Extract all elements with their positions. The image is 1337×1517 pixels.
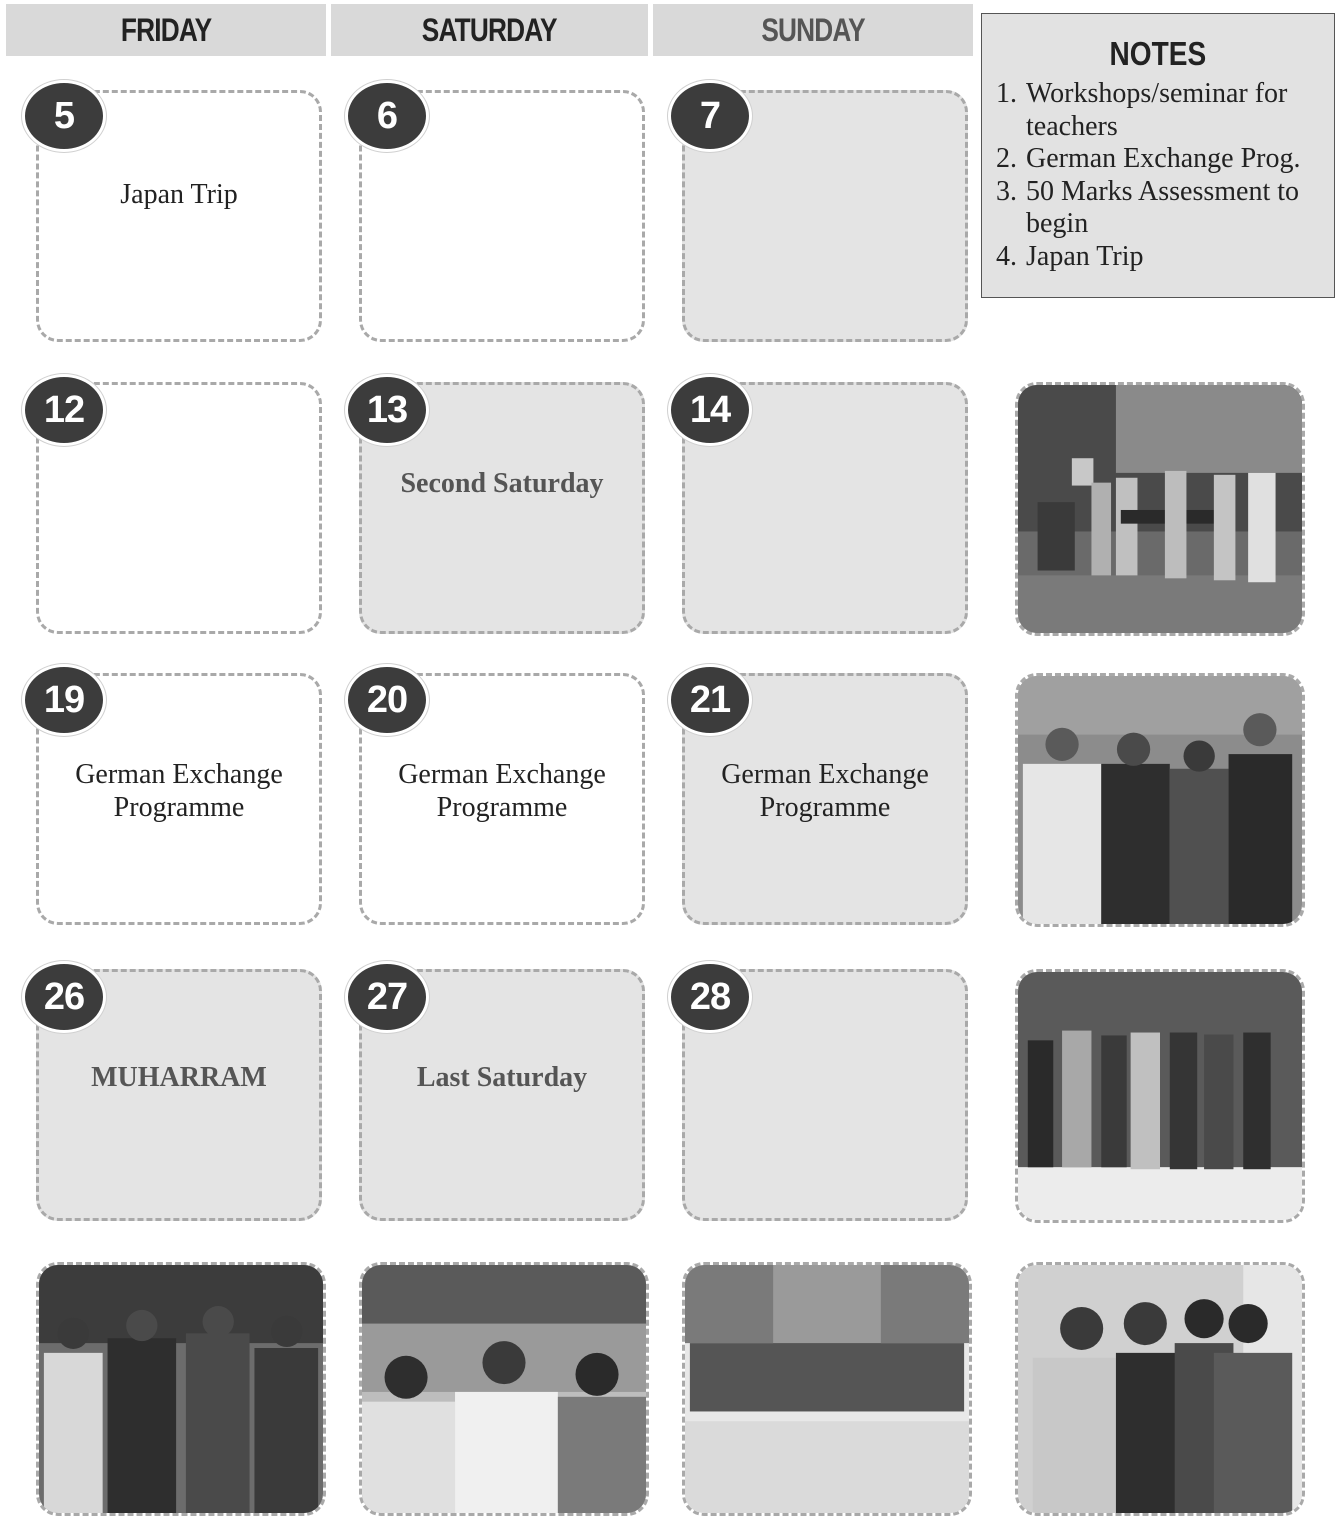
day-number-badge: 21 (668, 664, 752, 736)
day-number-badge: 28 (668, 961, 752, 1033)
day-number-badge: 13 (345, 374, 429, 446)
day-event: MUHARRAM (91, 1062, 267, 1093)
notes-list (982, 78, 1334, 273)
day-number-badge: 6 (345, 80, 429, 152)
notes-panel (981, 13, 1335, 298)
day-event: Last Saturday (416, 1062, 588, 1093)
day-event: Japan Trip (120, 179, 238, 210)
day-number-badge: 27 (345, 961, 429, 1033)
notes-item: 3. 50 Marks Assessment to begin (1024, 176, 1334, 241)
photo-seated-group (359, 1262, 649, 1516)
header-friday: FRIDAY (6, 4, 326, 56)
day-event-line1: German Exchange (398, 759, 606, 790)
day-event-line2: Programme (113, 792, 245, 823)
photo-group-sarees (1015, 969, 1305, 1223)
day-number-badge: 12 (22, 374, 106, 446)
photo-large-group (682, 1262, 972, 1516)
header-sunday: SUNDAY (653, 4, 973, 56)
day-event: Second Saturday (400, 468, 604, 499)
notes-item: 4. Japan Trip (1024, 241, 1334, 274)
photo-group-four (1015, 673, 1305, 927)
day-number-badge: 19 (22, 664, 106, 736)
day-event-line1: German Exchange (721, 759, 929, 790)
day-event-line2: Programme (436, 792, 568, 823)
day-number-badge: 7 (668, 80, 752, 152)
notes-title: NOTES (1109, 35, 1207, 72)
day-event-line1: German Exchange (75, 759, 283, 790)
notes-item: 1. Workshops/seminar for teachers (1024, 78, 1334, 143)
day-number-badge: 5 (22, 80, 106, 152)
photo-teachers-day-group (36, 1262, 326, 1516)
header-saturday: SATURDAY (331, 4, 648, 56)
day-number-badge: 14 (668, 374, 752, 446)
photo-four-women (1015, 1262, 1305, 1516)
photo-stage-performance (1015, 382, 1305, 636)
day-event-line2: Programme (759, 792, 891, 823)
notes-item: 2. German Exchange Prog. (1024, 143, 1334, 176)
day-number-badge: 20 (345, 664, 429, 736)
day-number-badge: 26 (22, 961, 106, 1033)
